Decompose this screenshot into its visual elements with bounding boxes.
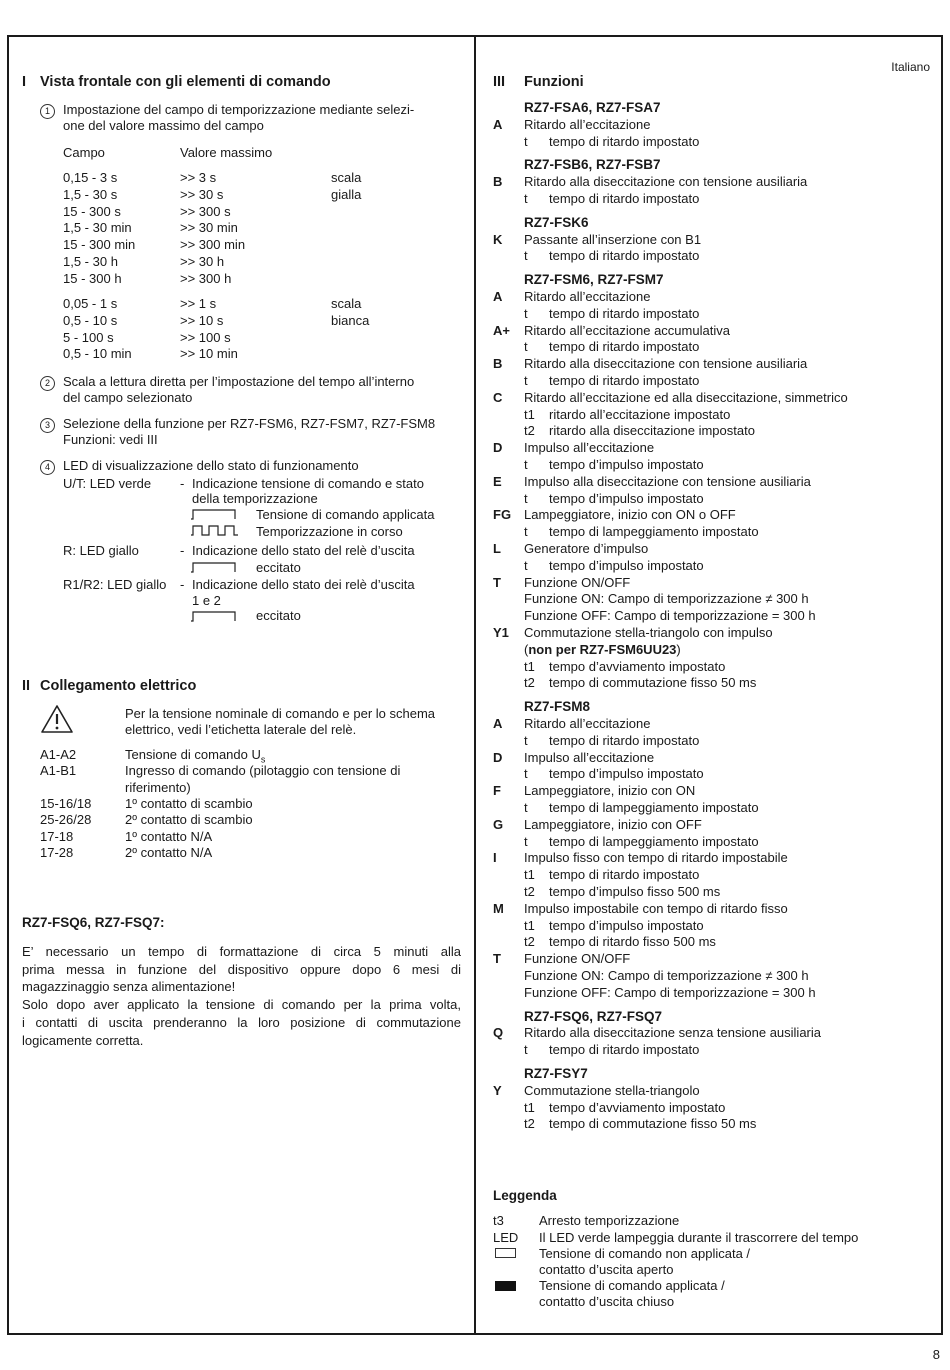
dash: - [180, 577, 185, 592]
fsq-note-title: RZ7-FSQ6, RZ7-FSQ7: [22, 915, 165, 930]
function-key: T [493, 574, 501, 590]
function-desc: Ritardo alla diseccitazione senza tensione ausiliaria [524, 1025, 822, 1041]
range-campo: 5 - 100 s [63, 329, 114, 345]
function-desc: Impulso all’eccitazione [524, 749, 655, 765]
section-3-title: Funzioni [524, 74, 584, 90]
range-campo: 1,5 - 30 h [63, 254, 118, 269]
signal-on-icon [190, 561, 240, 573]
range-scale: bianca [331, 312, 370, 328]
warning-line1: Per la tensione nominale di comando e per lo schema [125, 706, 436, 721]
function-key: K [493, 231, 503, 247]
time-symbol: t [524, 373, 528, 388]
range-max: >> 3 s [180, 170, 217, 185]
function-desc: Lampeggiatore, inizio con ON [524, 783, 696, 799]
time-symbol: t2 [524, 934, 535, 950]
section-1-title: Vista frontale con gli elementi di comando [40, 74, 331, 90]
range-max: >> 300 h [180, 270, 232, 286]
col-header-valore: Valore massimo [180, 145, 273, 160]
led-ut-state1: Tensione di comando applicata [256, 507, 435, 522]
legend-open-line2: contatto d’uscita aperto [539, 1262, 674, 1277]
function-key: D [493, 440, 503, 456]
legend-closed-line2: contatto d’uscita chiuso [539, 1294, 675, 1309]
terminal-label: 17-28 [40, 844, 74, 860]
item-3-line2: Funzioni: vedi III [63, 432, 158, 447]
function-param: ritardo alla diseccitazione impostato [549, 423, 755, 439]
range-max: >> 10 min [180, 346, 238, 362]
note-line: logicamente corretta. [22, 1032, 144, 1048]
time-symbol: t [524, 800, 528, 815]
function-param: tempo d’impulso impostato [549, 557, 704, 573]
function-key: I [493, 850, 497, 866]
time-symbol: t [524, 490, 528, 506]
terminal-desc: Tensione di comando $U_s$ [125, 747, 266, 765]
function-key: L [493, 541, 501, 556]
function-param: tempo d’avviamento impostato [549, 1099, 726, 1115]
led-r-state: eccitato [256, 560, 301, 575]
function-key: C [493, 389, 503, 405]
time-symbol: t [524, 457, 528, 472]
terminal-desc: Ingresso di comando (pilotaggio con tensione di [125, 763, 401, 779]
function-desc: Impulso alla diseccitazione con tensione ausiliaria [524, 473, 811, 489]
device-heading: RZ7-FSA6, RZ7-FSA7 [524, 100, 661, 115]
terminal-label: 17-18 [40, 828, 74, 844]
led-ut-desc1: Indicazione tensione di comando e stato [192, 476, 424, 491]
range-max: >> 10 s [180, 312, 224, 328]
function-param: tempo di ritardo impostato [549, 1042, 700, 1058]
function-key: A [493, 289, 503, 304]
function-desc: Ritardo all’eccitazione [524, 289, 651, 304]
time-symbol: t [524, 732, 528, 748]
time-symbol: t [524, 248, 528, 264]
function-key: Y1 [493, 625, 509, 640]
led-ut-state2: Temporizzazione in corso [256, 524, 403, 539]
function-param: tempo di commutazione fisso 50 ms [549, 1116, 757, 1132]
function-desc: Ritardo all’eccitazione accumulativa [524, 322, 730, 338]
function-param: tempo d’impulso impostato [549, 457, 704, 472]
time-symbol: t [524, 133, 528, 149]
item-2-line2: del campo selezionato [63, 390, 193, 405]
function-key: Q [493, 1025, 504, 1041]
function-param: tempo d’impulso fisso 500 ms [549, 884, 721, 899]
item-2-marker: 2 [40, 373, 55, 391]
legend-t3-text: Arresto temporizzazione [539, 1213, 680, 1228]
function-desc: Impulso fisso con tempo di ritardo impostabile [524, 850, 788, 866]
time-symbol: t [524, 557, 528, 573]
function-key: G [493, 816, 504, 832]
function-key: F [493, 783, 501, 799]
function-key: A [493, 716, 503, 731]
col-header-campo: Campo [63, 145, 105, 160]
terminal-desc: 2º contatto N/A [125, 844, 213, 860]
range-max: >> 1 s [180, 296, 217, 311]
time-symbol: t2 [524, 1116, 535, 1132]
led-r-desc: Indicazione dello stato del relè d’uscita [192, 543, 415, 558]
section-1-number: I [22, 74, 27, 90]
function-param: tempo di lampeggiamento impostato [549, 800, 759, 815]
led-ut-desc2: della temporizzazione [192, 491, 318, 506]
device-heading: RZ7-FSB6, RZ7-FSB7 [524, 157, 661, 173]
range-campo: 0,15 - 3 s [63, 170, 118, 185]
led-ut-label: U/T: LED verde [63, 476, 152, 491]
legend-title: Leggenda [493, 1188, 557, 1203]
function-desc: Funzione OFF: Campo di temporizzazione = 300 h [524, 984, 816, 1000]
led-r12-desc1: Indicazione dello stato dei relè d’uscita [192, 577, 415, 592]
function-key: A+ [493, 322, 510, 338]
function-desc: Commutazione stella-triangolo con impulso [524, 625, 773, 640]
time-symbol: t2 [524, 884, 535, 899]
terminal-label: A1-B1 [40, 763, 77, 779]
closed-contact-icon [495, 1281, 516, 1291]
dash: - [180, 543, 185, 558]
function-desc: Lampeggiatore, inizio con ON o OFF [524, 507, 736, 523]
function-param: tempo di ritardo impostato [549, 305, 700, 321]
signal-blink-icon [190, 524, 240, 536]
function-param: tempo di commutazione fisso 50 ms [549, 675, 757, 691]
function-key: A [493, 116, 503, 132]
function-param: tempo di ritardo fisso 500 ms [549, 934, 716, 950]
function-param: tempo di ritardo impostato [549, 191, 700, 206]
function-key: B [493, 356, 503, 372]
note-line: prima messa in funzione del dispositivo oppure dopo 6 mesi di [22, 961, 461, 977]
function-key: B [493, 174, 503, 190]
range-max: >> 30 h [180, 254, 225, 269]
device-heading: RZ7-FSQ6, RZ7-FSQ7 [524, 1008, 663, 1024]
function-key: T [493, 951, 501, 967]
range-campo: 1,5 - 30 min [63, 220, 132, 236]
range-max: >> 300 s [180, 203, 231, 219]
range-max: >> 30 s [180, 186, 224, 202]
device-heading: RZ7-FSM6, RZ7-FSM7 [524, 272, 664, 288]
terminal-desc: 2º contatto di scambio [125, 812, 253, 828]
function-key: FG [493, 507, 512, 523]
range-campo: 15 - 300 min [63, 237, 136, 253]
function-desc: Ritardo alla diseccitazione con tensione ausiliaria [524, 174, 808, 190]
time-symbol: t1 [524, 406, 535, 422]
terminal-desc: 1º contatto N/A [125, 828, 213, 844]
function-param: tempo di ritardo impostato [549, 373, 700, 388]
function-key: D [493, 749, 503, 765]
function-desc: Funzione ON: Campo di temporizzazione ≠ 300 h [524, 591, 809, 607]
led-r12-desc2: 1 e 2 [192, 593, 221, 608]
item-1-marker: 1 [40, 101, 55, 119]
range-campo: 0,05 - 1 s [63, 296, 118, 311]
language-label: Italiano [891, 60, 930, 74]
item-1-line2: one del valore massimo del campo [63, 118, 264, 133]
range-campo: 1,5 - 30 s [63, 186, 118, 202]
function-param: ritardo all’eccitazione impostato [549, 406, 731, 422]
legend-open-line1: Tensione di comando non applicata / [539, 1246, 751, 1261]
item-3-marker: 3 [40, 415, 55, 433]
time-symbol: t2 [524, 675, 535, 691]
function-desc: Passante all’inserzione con B1 [524, 231, 702, 247]
time-symbol: t [524, 766, 528, 782]
item-1-line1: Impostazione del campo di temporizzazione mediante selezi- [63, 102, 415, 117]
function-key: E [493, 473, 502, 489]
item-4-title: LED di visualizzazione dello stato di funzionamento [63, 458, 359, 473]
device-heading: RZ7-FSK6 [524, 214, 589, 230]
function-desc: Impulso impostabile con tempo di ritardo fisso [524, 900, 788, 916]
time-symbol: t [524, 305, 528, 321]
function-param: tempo di ritardo impostato [549, 339, 700, 355]
page-number: 8 [932, 1347, 940, 1362]
function-desc: Funzione ON/OFF [524, 951, 631, 967]
column-divider [474, 35, 476, 1335]
note-line: i contatti di uscita prenderanno la loro posizione di commutazione [22, 1014, 461, 1030]
function-param: tempo di ritardo impostato [549, 732, 700, 748]
section-2-number: II [22, 678, 31, 694]
range-campo: 15 - 300 h [63, 270, 122, 286]
range-scale: gialla [331, 186, 362, 202]
section-3-number: III [493, 74, 506, 90]
range-campo: 0,5 - 10 min [63, 346, 132, 362]
function-desc: Ritardo all’eccitazione [524, 116, 651, 132]
time-symbol: t1 [524, 658, 535, 674]
function-desc: Funzione ON/OFF [524, 574, 631, 590]
legend-led-key: LED [493, 1230, 519, 1245]
terminal-desc: riferimento) [125, 779, 191, 795]
note-line: Solo dopo aver applicato la tensione di comando per la prima volta, [22, 997, 461, 1013]
function-desc: Ritardo all’eccitazione [524, 716, 651, 731]
time-symbol: t [524, 524, 528, 540]
function-desc: Lampeggiatore, inizio con OFF [524, 816, 702, 832]
function-desc: Funzione OFF: Campo di temporizzazione = 300 h [524, 608, 816, 624]
note-line: magazzinaggio senza alimentazione! [22, 979, 236, 995]
time-symbol: t1 [524, 1099, 535, 1115]
range-max: >> 300 min [180, 237, 246, 253]
item-3-line1: Selezione della funzione per RZ7-FSM6, RZ7-FSM7, RZ7-FSM8 [63, 416, 436, 431]
function-param: tempo d’impulso impostato [549, 766, 704, 782]
warning-line2: elettrico, vedi l’etichetta laterale del relè. [125, 722, 357, 737]
function-param: tempo di ritardo impostato [549, 248, 700, 264]
time-symbol: t [524, 1042, 528, 1058]
signal-on-icon [190, 508, 240, 520]
function-key: M [493, 900, 504, 916]
function-param: tempo di lampeggiamento impostato [549, 833, 759, 849]
time-symbol: t1 [524, 917, 535, 933]
terminal-desc: 1º contatto di scambio [125, 795, 253, 811]
signal-on-icon [190, 610, 240, 622]
time-symbol: t [524, 833, 528, 849]
subscript: s [260, 754, 266, 765]
item-2-line1: Scala a lettura diretta per l’impostazione del tempo all’interno [63, 374, 415, 389]
function-param: tempo d’impulso impostato [549, 490, 704, 506]
led-r12-state: eccitato [256, 608, 301, 623]
time-symbol: t2 [524, 423, 535, 439]
range-max: >> 30 min [180, 220, 238, 236]
device-heading: RZ7-FSY7 [524, 1066, 588, 1081]
function-desc: Impulso all’eccitazione [524, 440, 655, 456]
led-r-label: R: LED giallo [63, 543, 139, 558]
terminal-label: 15-16/18 [40, 795, 92, 811]
range-campo: 15 - 300 s [63, 203, 121, 219]
section-2-title: Collegamento elettrico [40, 678, 197, 694]
item-4-marker: 4 [40, 457, 55, 475]
time-symbol: t [524, 191, 528, 206]
function-desc: Ritardo alla diseccitazione con tensione ausiliaria [524, 356, 808, 372]
function-desc: Ritardo all’eccitazione ed alla diseccitazione, simmetrico [524, 389, 848, 405]
terminal-label: 25-26/28 [40, 812, 92, 828]
legend-led-text: Il LED verde lampeggia durante il trascorrere del tempo [539, 1230, 859, 1245]
function-desc: Generatore d’impulso [524, 541, 649, 556]
device-heading: RZ7-FSM8 [524, 699, 591, 715]
dash: - [180, 476, 185, 491]
function-param: tempo di ritardo impostato [549, 867, 700, 883]
range-max: >> 100 s [180, 329, 231, 345]
legend-t3-key: t3 [493, 1213, 504, 1228]
function-param: tempo d’impulso impostato [549, 917, 704, 933]
time-symbol: t [524, 339, 528, 355]
function-param: tempo di ritardo impostato [549, 133, 700, 149]
range-scale: scala [331, 170, 362, 185]
time-symbol: t1 [524, 867, 535, 883]
function-desc: Commutazione stella-triangolo [524, 1082, 700, 1098]
range-campo: 0,5 - 10 s [63, 312, 118, 328]
led-r12-label: R1/R2: LED giallo [63, 577, 167, 592]
warning-icon [40, 704, 74, 734]
legend-closed-line1: Tensione di comando applicata / [539, 1278, 725, 1293]
function-param: tempo d’avviamento impostato [549, 658, 726, 674]
function-note: (non per RZ7-FSM6UU23) [524, 641, 681, 657]
range-scale: scala [331, 296, 362, 311]
terminal-label: A1-A2 [40, 747, 77, 762]
function-key: Y [493, 1082, 502, 1098]
function-param: tempo di lampeggiamento impostato [549, 524, 759, 540]
open-contact-icon [495, 1248, 516, 1258]
note-line: E’ necessario un tempo di formattazione di circa 5 minuti alla [22, 944, 461, 959]
function-desc: Funzione ON: Campo di temporizzazione ≠ 300 h [524, 968, 809, 983]
